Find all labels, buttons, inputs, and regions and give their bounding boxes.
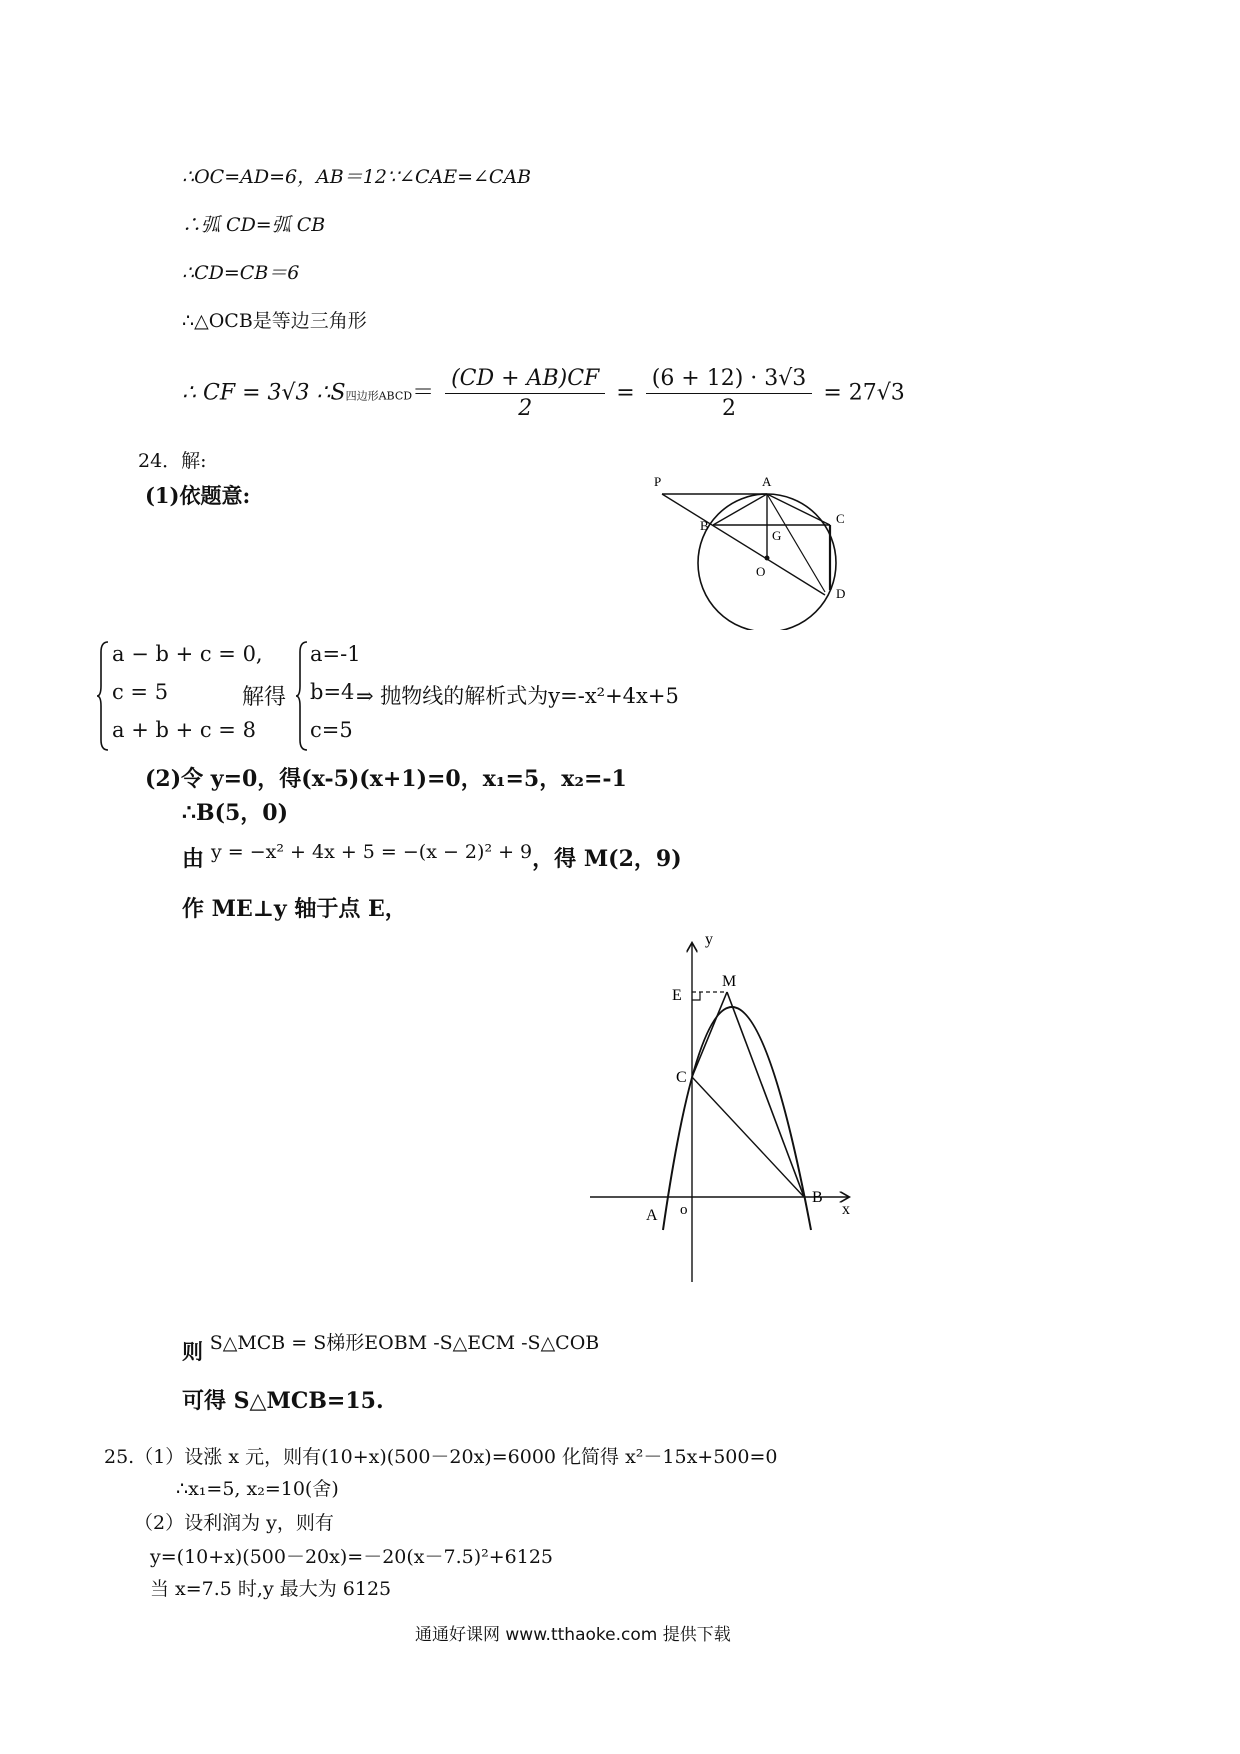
q25-line4: y=(10+x)(500－20x)=－20(x－7.5)²+6125: [150, 1546, 554, 1568]
label-p: P: [654, 474, 662, 489]
label-d: D: [836, 586, 846, 601]
q23-fraction-2: [646, 366, 813, 421]
q24-heading-text: 24．解:: [138, 450, 207, 472]
q24-part2-line2: ∴B(5，0): [182, 800, 289, 826]
label-origin: o: [680, 1202, 688, 1218]
left-brace-1: [96, 640, 110, 752]
q23-area-equation: ∴ CF = 3√3 ∴S四边形ABCD＝ $\frac{(CD + AB)CF}{2}$ = $\frac{(6 + 12) \cdot 3√3}{2}$ = 27√3: [182, 366, 905, 421]
left-brace-2: [295, 640, 309, 752]
label-g: G: [772, 528, 782, 543]
q23-frac2-num: (6 + 12) · 3√3: [646, 366, 813, 394]
segment-cb: [692, 1077, 804, 1197]
q24-heading: [138, 446, 207, 473]
q25-line1: 25.（1）设涨 x 元，则有(10+x)(500－20x)=6000 化简得 x²－15x+500=0: [104, 1446, 778, 1468]
right-angle-mark: [692, 992, 700, 1000]
q24-part2-line4: 作 ME⊥y 轴于点 E，: [182, 896, 407, 922]
label-b: B: [700, 518, 709, 533]
vertex-formula: y = −x² + 4x + 5 = −(x − 2)² + 9: [211, 841, 533, 863]
q23-frac2-den: 2: [722, 396, 737, 421]
label-b-point: B: [812, 1189, 823, 1206]
q25-line3: （2）设利润为 y，则有: [134, 1512, 334, 1534]
label-a: A: [762, 474, 772, 489]
q24-part2-line3-b: ，得 M(2，9): [532, 846, 682, 872]
q23-lhs: ∴ CF = 3√3 ∴S: [182, 380, 346, 406]
label-x-axis: x: [842, 1201, 850, 1218]
solution-b: b=4: [310, 680, 355, 704]
q24-part2-line3-a: 由: [182, 846, 205, 872]
q25-line2: ∴x₁=5, x₂=10(舍): [176, 1478, 339, 1500]
q23-line1: ∴OC=AD=6，AB＝12∵∠CAE=∠CAB: [182, 166, 532, 188]
area-decomposition: [182, 1332, 600, 1366]
solution-c: c=5: [310, 718, 353, 742]
q23-eq: ＝: [412, 380, 435, 406]
area-prefix: 则: [182, 1339, 203, 1364]
label-a-point: A: [646, 1207, 658, 1224]
secant-pd: [662, 494, 825, 595]
area-formula: S△MCB = S梯形EOBM -S△ECM -S△COB: [209, 1332, 600, 1354]
label-o: O: [756, 564, 766, 579]
q23-frac1-num: (CD + AB)CF: [445, 366, 605, 394]
system-eq-1: a − b + c = 0,: [112, 642, 263, 666]
parabola-conclusion: ⇒ 抛物线的解析式为y=-x²+4x+5: [356, 684, 679, 708]
q23-frac1-den: 2: [518, 396, 533, 421]
label-y-axis: y: [705, 931, 713, 948]
center-point: [765, 556, 770, 561]
q23-line2: ∴弧 CD=弧 CB: [182, 214, 326, 236]
solve-label: 解得: [242, 685, 287, 710]
label-c: C: [836, 511, 845, 526]
parabola-figure: [580, 930, 870, 1290]
q23-line4: ∴△OCB是等边三角形: [182, 310, 367, 332]
area-result: 可得 S△MCB=15.: [182, 1388, 384, 1414]
q23-line3: ∴CD=CB＝6: [182, 262, 300, 284]
q23-subscript: 四边形ABCD: [345, 389, 413, 403]
label-e: E: [672, 987, 682, 1004]
label-m: M: [722, 973, 737, 990]
q24-part2-line1: (2)令 y=0，得(x-5)(x+1)=0，x₁=5，x₂=-1: [145, 766, 627, 792]
q24-part1: (1)依题意:: [145, 483, 251, 508]
page-footer: 通通好课网 www.tthaoke.com 提供下载: [415, 1625, 731, 1645]
q23-fraction-1: [445, 366, 605, 421]
q25-line5: 当 x=7.5 时,y 最大为 6125: [150, 1578, 392, 1600]
q23-result: = 27√3: [823, 380, 905, 406]
circle-figure: [650, 470, 860, 630]
system-eq-3: a + b + c = 8: [112, 718, 256, 742]
segment-cm: [692, 992, 727, 1077]
segment-mb: [727, 992, 804, 1197]
q24-part2-line3: [182, 842, 682, 873]
system-eq-2: c = 5: [112, 680, 169, 704]
label-c-point: C: [676, 1069, 687, 1086]
solution-a: a=-1: [310, 642, 361, 666]
